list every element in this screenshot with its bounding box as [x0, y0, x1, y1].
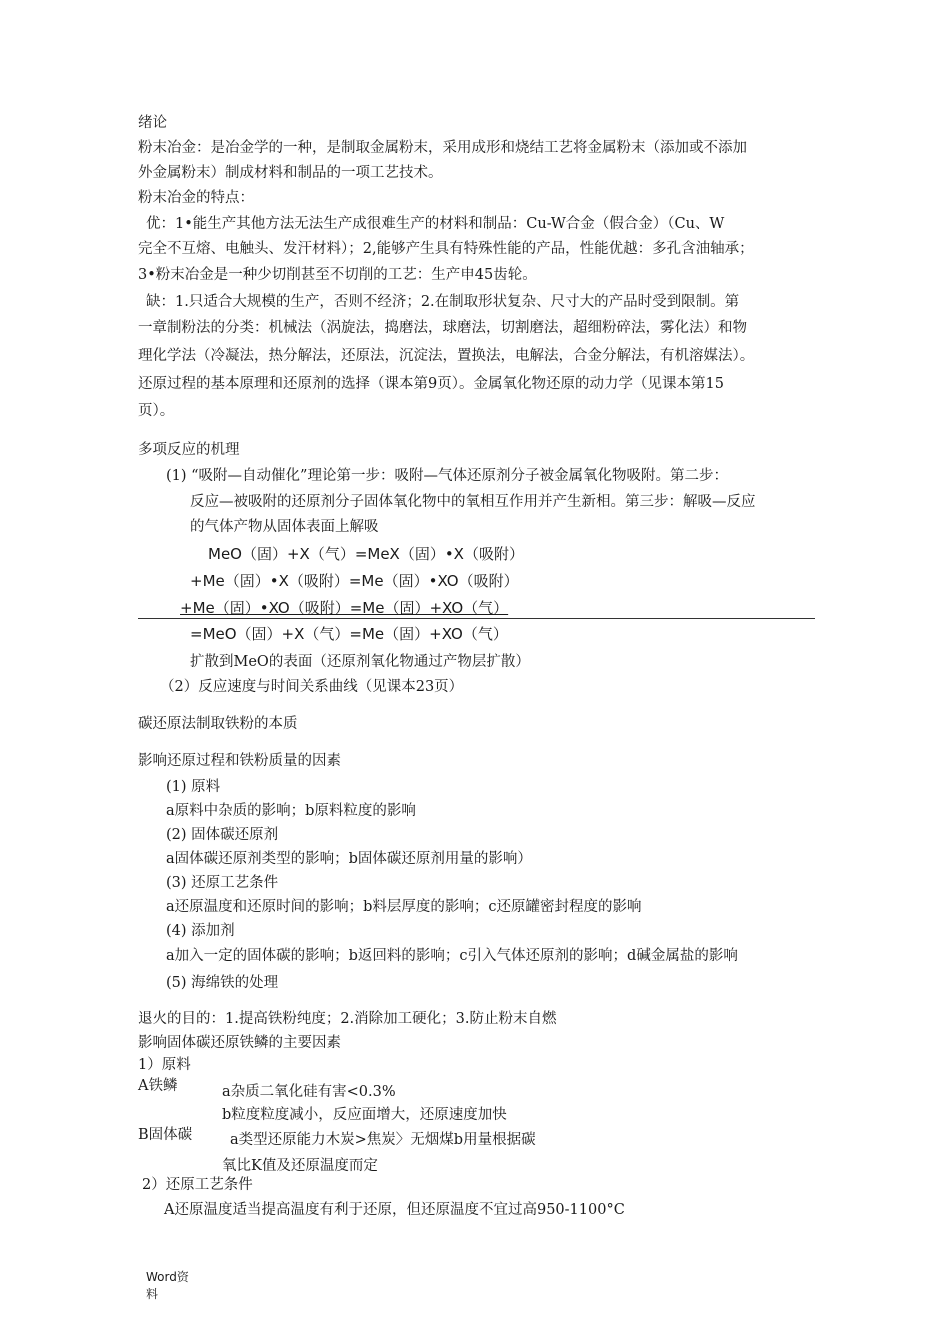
theory-line-3: 的气体产物从固体表面上解吸 [190, 519, 379, 535]
iron-scale-impurity: a杂质二氧化硅有害<0.3% [222, 1084, 396, 1100]
factor-4-detail: a加入一定的固体碳的影响；b返回料的影响；c引入气体还原剂的影响；d碱金属盐的影响 [166, 948, 738, 964]
advantages-line-2: 完全不互熔、电触头、发汗材料）；2,能够产生具有特殊性能的产品，性能优越：多孔含油轴承； [138, 241, 754, 257]
equation-3: +Me（固）•XO（吸附）=Me（固）+XO（气） [180, 599, 509, 617]
factor-2: (2) 固体碳还原剂 [166, 827, 279, 843]
reduction-temperature: A还原温度适当提高温度有利于还原，但还原温度不宜过高950-1100°C [164, 1202, 625, 1218]
scale-raw-material: 1）原料 [138, 1057, 191, 1073]
multi-reaction-heading: 多项反应的机理 [138, 442, 240, 458]
equation-sum-rule [138, 618, 815, 619]
equation-4: =MeO（固）+X（气）=Me（固）+XO（气） [190, 625, 508, 643]
footer-line-2: 料 [146, 1287, 159, 1301]
carbon-reduction-heading: 碳还原法制取铁粉的本质 [138, 716, 298, 732]
definition-line-2: 外金属粉末）制成材料和制品的一项工艺技术。 [138, 165, 443, 181]
diffusion-note: 扩散到MeO的表面（还原剂氧化物通过产物层扩散） [190, 654, 530, 670]
factor-4: (4) 添加剂 [166, 923, 235, 939]
factor-1: (1) 原料 [166, 779, 221, 795]
iron-scale-label: A铁鳞 [138, 1078, 178, 1094]
rate-curve-note: （2）反应速度与时间关系曲线（见课本23页） [160, 679, 464, 695]
solid-carbon-ratio: 氧比K值及还原温度而定 [222, 1158, 378, 1174]
iron-scale-granularity: b粒度粒度减小，反应面增大，还原速度加快 [222, 1107, 507, 1123]
solid-carbon-label: B固体碳 [138, 1127, 193, 1143]
scale-heading: 影响固体碳还原铁鳞的主要因素 [138, 1035, 341, 1051]
disadvantages-line-2: 一章制粉法的分类：机械法（涡旋法，捣磨法，球磨法，切割磨法，超细粉碎法，雾化法）和物 [138, 320, 747, 336]
theory-line-2: 反应—被吸附的还原剂分子固体氧化物中的氧相互作用并产生新相。第三步：解吸—反应 [190, 494, 756, 510]
factor-3-detail: a还原温度和还原时间的影响；b料层厚度的影响；c还原罐密封程度的影响 [166, 899, 642, 915]
factors-heading: 影响还原过程和铁粉质量的因素 [138, 753, 341, 769]
page-footer [146, 1269, 189, 1303]
factor-1-detail: a原料中杂质的影响；b原料粒度的影响 [166, 803, 416, 819]
equation-2: +Me（固）•X（吸附）=Me（固）•XO（吸附） [190, 572, 519, 590]
disadvantages-line-5: 页）。 [138, 403, 175, 419]
equation-1: MeO（固）+X（气）=MeX（固）•X（吸附） [208, 545, 524, 563]
features-heading: 粉末冶金的特点： [138, 190, 254, 206]
factor-2-detail: a固体碳还原剂类型的影响；b固体碳还原剂用量的影响） [166, 851, 532, 867]
annealing-purpose: 退火的目的：1.提高铁粉纯度；2.消除加工硬化；3.防止粉末自燃 [138, 1011, 557, 1027]
theory-line-1: (1) “吸附—自动催化”理论第一步：吸附—气体还原剂分子被金属氧化物吸附。第二步： [166, 468, 728, 484]
scale-process-conditions: 2）还原工艺条件 [142, 1177, 253, 1193]
advantages-line-3: 3•粉末冶金是一种少切削甚至不切削的工艺：生产申45齿轮。 [138, 267, 537, 283]
disadvantages-line-4: 还原过程的基本原理和还原剂的选择（课本第9页）。金属氧化物还原的动力学（见课本第15 [138, 376, 724, 392]
footer-line-1: Word资 [146, 1270, 189, 1284]
factor-5: (5) 海绵铁的处理 [166, 975, 279, 991]
definition-line-1: 粉末冶金：是冶金学的一种，是制取金属粉末，采用成形和烧结工艺将金属粉末（添加或不添加 [138, 140, 747, 156]
advantages-line-1: 优：1•能生产其他方法无法生产成很难生产的材料和制品：Cu-W合金（假合金）（Cu、W [146, 216, 725, 232]
solid-carbon-type: a类型还原能力木炭>焦炭〉无烟煤b用量根据碳 [230, 1132, 536, 1148]
section-title-intro: 绪论 [138, 115, 167, 131]
factor-3: (3) 还原工艺条件 [166, 875, 279, 891]
disadvantages-line-3: 理化学法（冷凝法，热分解法，还原法，沉淀法，置换法，电解法，合金分解法，有机溶媒法）。 [138, 348, 755, 364]
disadvantages-line-1: 缺：1.只适合大规模的生产，否则不经济；2.在制取形状复杂、尺寸大的产品时受到限制。第 [146, 294, 740, 310]
